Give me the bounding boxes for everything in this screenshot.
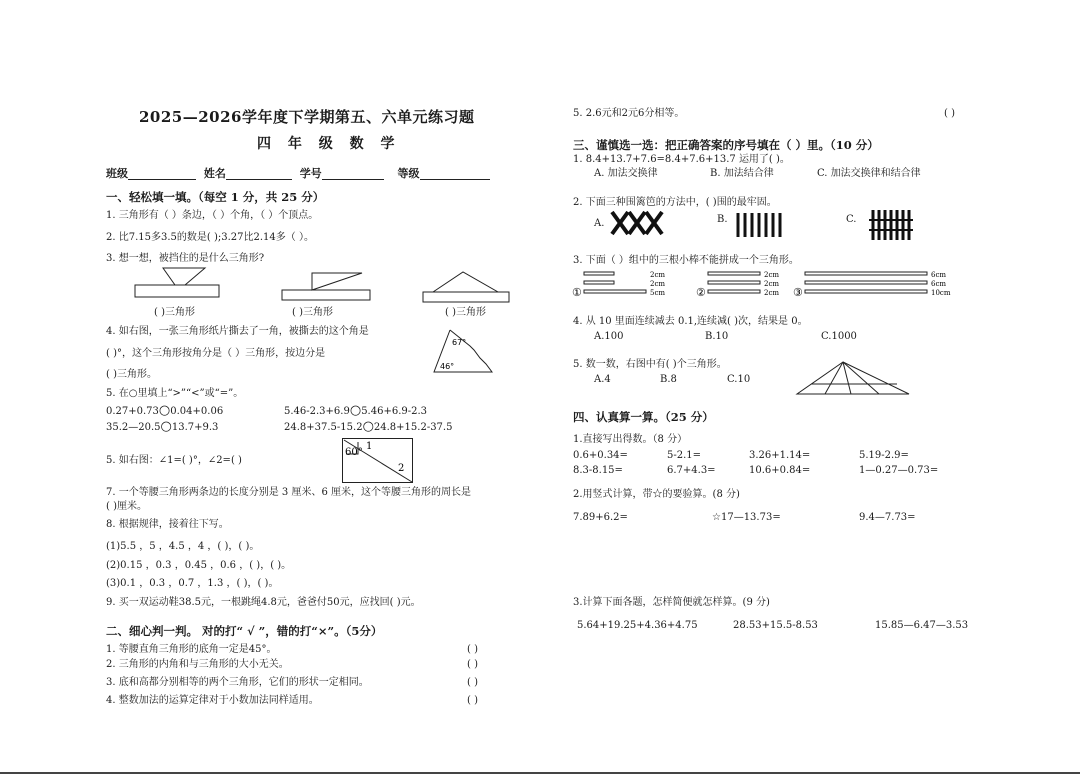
section3-heading: 三、谨慎选一选：把正确答案的序号填在（ ）里。（10 分） (573, 138, 879, 152)
s1-q4-line3: ( )三角形。 (106, 369, 157, 380)
s3-q5: 5. 数一数，右图中有( )个三角形。 (573, 359, 727, 370)
group-1-number: ① (572, 286, 582, 299)
triangle-label-3: ( )三角形 (445, 307, 486, 318)
s3-q1-opt-b: B. 加法结合律 (710, 168, 774, 179)
s1-q4-line1: 4. 如右图，一张三角形纸片撕去了一角，被撕去的这个角是 (106, 326, 369, 337)
stick-label: 2cm (764, 289, 780, 297)
stick-label: 6cm (931, 280, 947, 288)
judge-bracket-3[interactable]: ( ) (467, 677, 478, 688)
compare-row-1 (106, 405, 223, 418)
angle-46-label: 46° (440, 362, 455, 371)
compare-item: 5.46+6.9-2.3 (361, 406, 428, 417)
s3-q4-opt-a: A.100 (594, 331, 624, 342)
compare-item: 24.8+15.2-37.5 (373, 422, 453, 433)
s3-q1-opt-a: A. 加法交换律 (594, 168, 658, 179)
sticks-group-1 (570, 270, 680, 300)
s3-q3: 3. 下面（ ）组中的三根小棒不能拼成一个三角形。 (573, 255, 799, 266)
s3-q5-opt-a: A.4 (594, 374, 611, 385)
student-no-label: 学号 (299, 167, 322, 180)
triangle-label-2: ( )三角形 (292, 307, 333, 318)
compare-circle[interactable]: ○ (160, 419, 172, 434)
stick-label: 5cm (650, 289, 666, 297)
calc-item: 1—0.27—0.73= (859, 465, 939, 476)
section4-heading: 四、认真算一算。（25 分） (573, 410, 714, 424)
stick-label: 6cm (931, 271, 947, 279)
grade-field[interactable] (420, 169, 490, 180)
s4-p1: 1.直接写出得数。（8 分） (573, 434, 688, 445)
s3-q1-opt-c: C. 加法交换律和结合律 (817, 168, 921, 179)
angle-figure (342, 438, 414, 484)
compare-circle[interactable]: ○ (349, 403, 362, 418)
s1-q5: 5. 在○里填上“>”“<”或“=”。 (106, 388, 244, 399)
subject-title: 四 年 级 数 学 (257, 136, 401, 152)
fence-b-vertical (736, 213, 784, 237)
s1-q9: 9. 买一双运动鞋38.5元，一根跳绳4.8元，爸爸付50元，应找回( )元。 (106, 597, 421, 608)
sticks-group-3 (791, 270, 961, 300)
compare-item: 13.7+9.3 (171, 422, 219, 433)
angle-67-label: 67° (452, 338, 467, 347)
s1-q6: 5. 如右图：∠1=( )°，∠2=( ) (106, 455, 242, 466)
compare-item: 0.27+0.73 (106, 406, 159, 417)
class-field[interactable] (128, 169, 196, 180)
hidden-triangle-figure-3 (423, 270, 513, 310)
compare-row-2b (284, 421, 452, 434)
fence-b-label: B. (717, 214, 728, 225)
s1-q1: 1. 三角形有（ ）条边，（ ）个角，（ ）个顶点。 (106, 210, 319, 221)
compare-circle[interactable]: ○ (158, 403, 171, 418)
compare-item: 5.46-2.3+6.9 (284, 406, 350, 417)
judge-item-3: 3. 底和高都分别相等的两个三角形，它们的形状一定相同。 (106, 677, 369, 688)
simplify-item: 15.85—6.47—3.53 (875, 620, 969, 631)
judge-bracket-2[interactable]: ( ) (467, 659, 478, 670)
student-no-field[interactable] (322, 169, 384, 180)
section2-heading: 二、细心判一判。 对的打“ √ ”，错的打“×”。（5分） (106, 624, 383, 638)
pattern-row-3: (3)0.1 ，0.3 ，0.7 ，1.3 ，( )，( )。 (106, 578, 279, 589)
angle-60-label: 60° (345, 447, 363, 458)
info-fields (106, 168, 490, 180)
vertical-calc-item: 7.89+6.2= (573, 512, 628, 523)
torn-triangle-figure (430, 328, 498, 374)
hidden-triangle-figure-1 (135, 268, 220, 308)
compare-item: 0.04+0.06 (170, 406, 224, 417)
compare-item: 24.8+37.5-15.2 (284, 422, 363, 433)
judge-item-2: 2. 三角形的内角和与三角形的大小无关。 (106, 659, 289, 670)
vertical-calc-item: ☆17—13.73= (712, 512, 781, 523)
s1-q2: 2. 比7.15多3.5的数是( );3.27比2.14多（ ）。 (106, 232, 314, 243)
hidden-triangle-figure-2 (282, 268, 372, 308)
grade-label: 等级 (397, 167, 420, 180)
angle-1-label: 1 (366, 441, 373, 452)
pattern-row-1: (1)5.5 ，5 ，4.5 ，4 ，( )，( )。 (106, 541, 260, 552)
calc-item: 3.26+1.14= (749, 450, 811, 461)
group-3-number: ③ (793, 286, 803, 299)
stick-label: 2cm (764, 280, 780, 288)
fence-c-label: C. (846, 214, 857, 225)
vertical-calc-item: 9.4—7.73= (859, 512, 916, 523)
class-label: 班级 (106, 167, 128, 180)
judge-bracket-4[interactable]: ( ) (467, 695, 478, 706)
s3-q2: 2. 下面三种围篱笆的方法中，( )围的最牢固。 (573, 197, 777, 208)
group-2-number: ② (696, 286, 706, 299)
stick-label: 2cm (764, 271, 780, 279)
s1-q7-line2: ( )厘米。 (106, 501, 147, 512)
calc-item: 6.7+4.3= (667, 465, 716, 476)
fence-a-cross (612, 212, 664, 236)
s3-q4-opt-b: B.10 (705, 331, 729, 342)
s3-q5-opt-c: C.10 (727, 374, 751, 385)
s3-q4: 4. 从 10 里面连续减去 0.1,连续减( )次，结果是 0。 (573, 316, 808, 327)
name-field[interactable] (226, 169, 292, 180)
compare-circle[interactable]: ○ (362, 419, 374, 434)
s1-q4-line2: ( )°，这个三角形按角分是（ ）三角形，按边分是 (106, 348, 326, 359)
name-label: 姓名 (203, 167, 226, 180)
stick-label: 2cm (650, 271, 666, 279)
judge-item-4: 4. 整数加法的运算定律对于小数加法同样适用。 (106, 695, 319, 706)
compare-row-2 (106, 421, 218, 434)
stick-label: 2cm (650, 280, 666, 288)
simplify-item: 5.64+19.25+4.36+4.75 (577, 620, 698, 631)
s4-p2: 2.用竖式计算，带☆的要验算。(8 分) (573, 489, 740, 500)
s1-q7-line1: 7. 一个等腰三角形两条边的长度分别是 3 厘米、6 厘米，这个等腰三角形的周长是 (106, 487, 471, 498)
s1-q3: 3. 想一想，被挡住的是什么三角形? (106, 253, 265, 264)
triangle-label-1: ( )三角形 (154, 307, 195, 318)
calc-item: 5-2.1= (667, 450, 702, 461)
page-title: 2025—2026学年度下学期第五、六单元练习题 (139, 108, 475, 126)
s1-q8: 8. 根据规律，接着往下写。 (106, 519, 229, 530)
judge-bracket-5[interactable]: ( ) (944, 108, 955, 119)
s4-p3: 3.计算下面各题，怎样简便就怎样算。(9 分) (573, 597, 770, 608)
sticks-group-2 (694, 270, 804, 300)
s3-q1: 1. 8.4+13.7+7.6=8.4+7.6+13.7 运用了( )。 (573, 154, 790, 165)
s3-q4-opt-c: C.1000 (821, 331, 857, 342)
stick-label: 10cm (931, 289, 951, 297)
judge-item-5: 5. 2.6元和2元6分相等。 (573, 108, 685, 119)
pattern-row-2: (2)0.15 ，0.3 ，0.45 ，0.6 ，( )，( )。 (106, 560, 292, 571)
simplify-item: 28.53+15.5-8.53 (733, 620, 818, 631)
calc-item: 8.3-8.15= (573, 465, 623, 476)
s3-q5-opt-b: B.8 (660, 374, 677, 385)
calc-item: 0.6+0.34= (573, 450, 628, 461)
section1-heading: 一、轻松填一填。（每空 1 分，共 25 分） (106, 190, 325, 204)
fence-c-grid (869, 210, 915, 240)
compare-row-1b (284, 405, 427, 418)
count-triangles-figure (795, 360, 913, 396)
angle-2-label: 2 (398, 463, 405, 474)
fence-a-label: A. (594, 218, 605, 229)
judge-bracket-1[interactable]: ( ) (467, 644, 478, 655)
compare-item: 35.2—20.5 (106, 422, 161, 433)
calc-item: 10.6+0.84= (749, 465, 811, 476)
judge-item-1: 1. 等腰直角三角形的底角一定是45°。 (106, 644, 277, 655)
calc-item: 5.19-2.9= (859, 450, 909, 461)
